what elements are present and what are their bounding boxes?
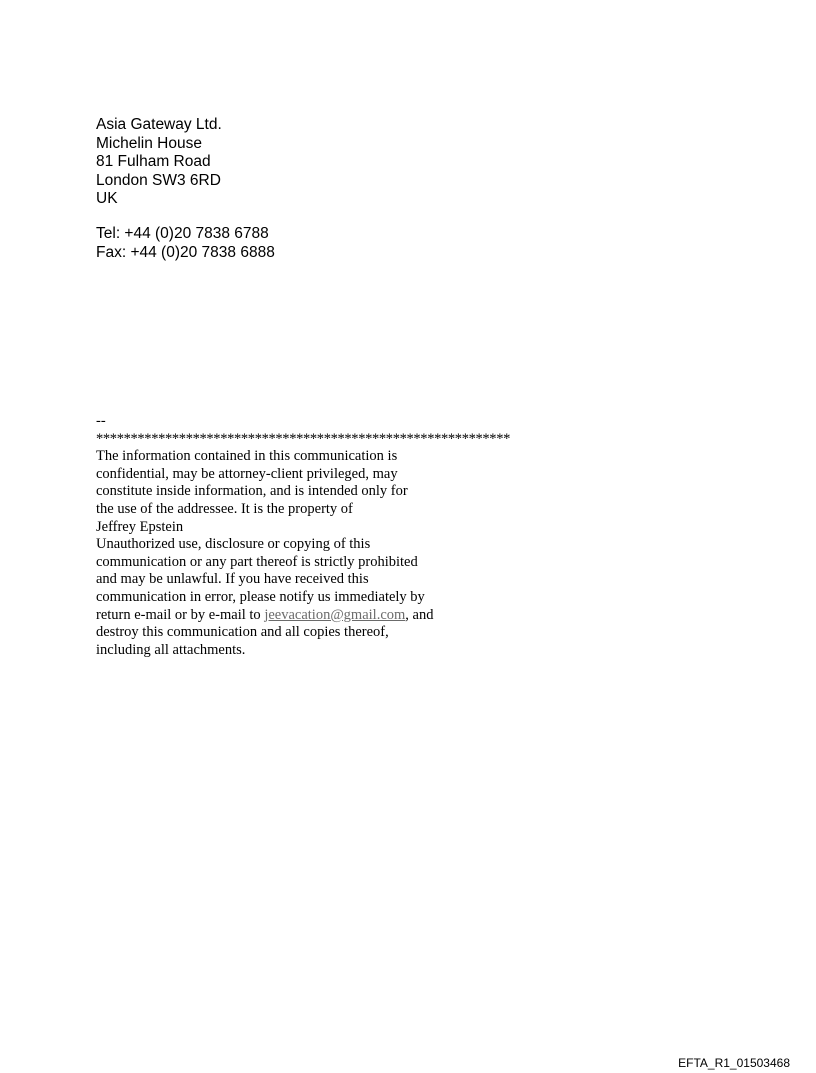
email-link[interactable]: jeevacation@gmail.com [264,606,406,623]
disclaimer-text: return e-mail or by e-mail to [96,606,265,623]
building-name: Michelin House [96,134,202,152]
street-address: 81 Fulham Road [96,153,211,170]
disclaimer-line: destroy this communication and all copies thereof, [96,624,389,641]
disclaimer-line: confidential, may be attorney-client privileged, may [96,465,398,482]
disclaimer-text: , and [405,606,434,623]
disclaimer-line: including all attachments. [96,641,246,658]
confidentiality-disclaimer [96,448,510,659]
country: UK [96,190,118,207]
signature-separator-dashes: -- [96,413,106,429]
disclaimer-line: communication or any part thereof is strictly prohibited [96,553,418,570]
city-postcode: London SW3 6RD [96,171,221,189]
address-block [96,116,222,209]
disclaimer-line-with-email [96,607,510,625]
disclaimer-line: Unauthorized use, disclosure or copying of this [96,536,371,553]
disclaimer-owner: Jeffrey Epstein [96,518,184,535]
email-signature [96,413,510,659]
disclaimer-line: constitute inside information, and is intended only for [96,483,408,500]
disclaimer-line: communication in error, please notify us immediately by [96,588,425,605]
signature-separator-stars: ************************************************************ [96,430,511,447]
document-id: EFTA_R1_01503468 [678,1056,790,1070]
disclaimer-line: the use of the addressee. It is the property of [96,500,353,517]
fax: Fax: +44 (0)20 7838 6888 [96,243,275,261]
disclaimer-line: and may be unlawful. If you have received this [96,571,369,588]
telephone: Tel: +44 (0)20 7838 6788 [96,225,269,242]
company-name: Asia Gateway Ltd. [96,116,222,133]
disclaimer-line: The information contained in this communication is [96,448,398,465]
contact-block [96,225,275,262]
